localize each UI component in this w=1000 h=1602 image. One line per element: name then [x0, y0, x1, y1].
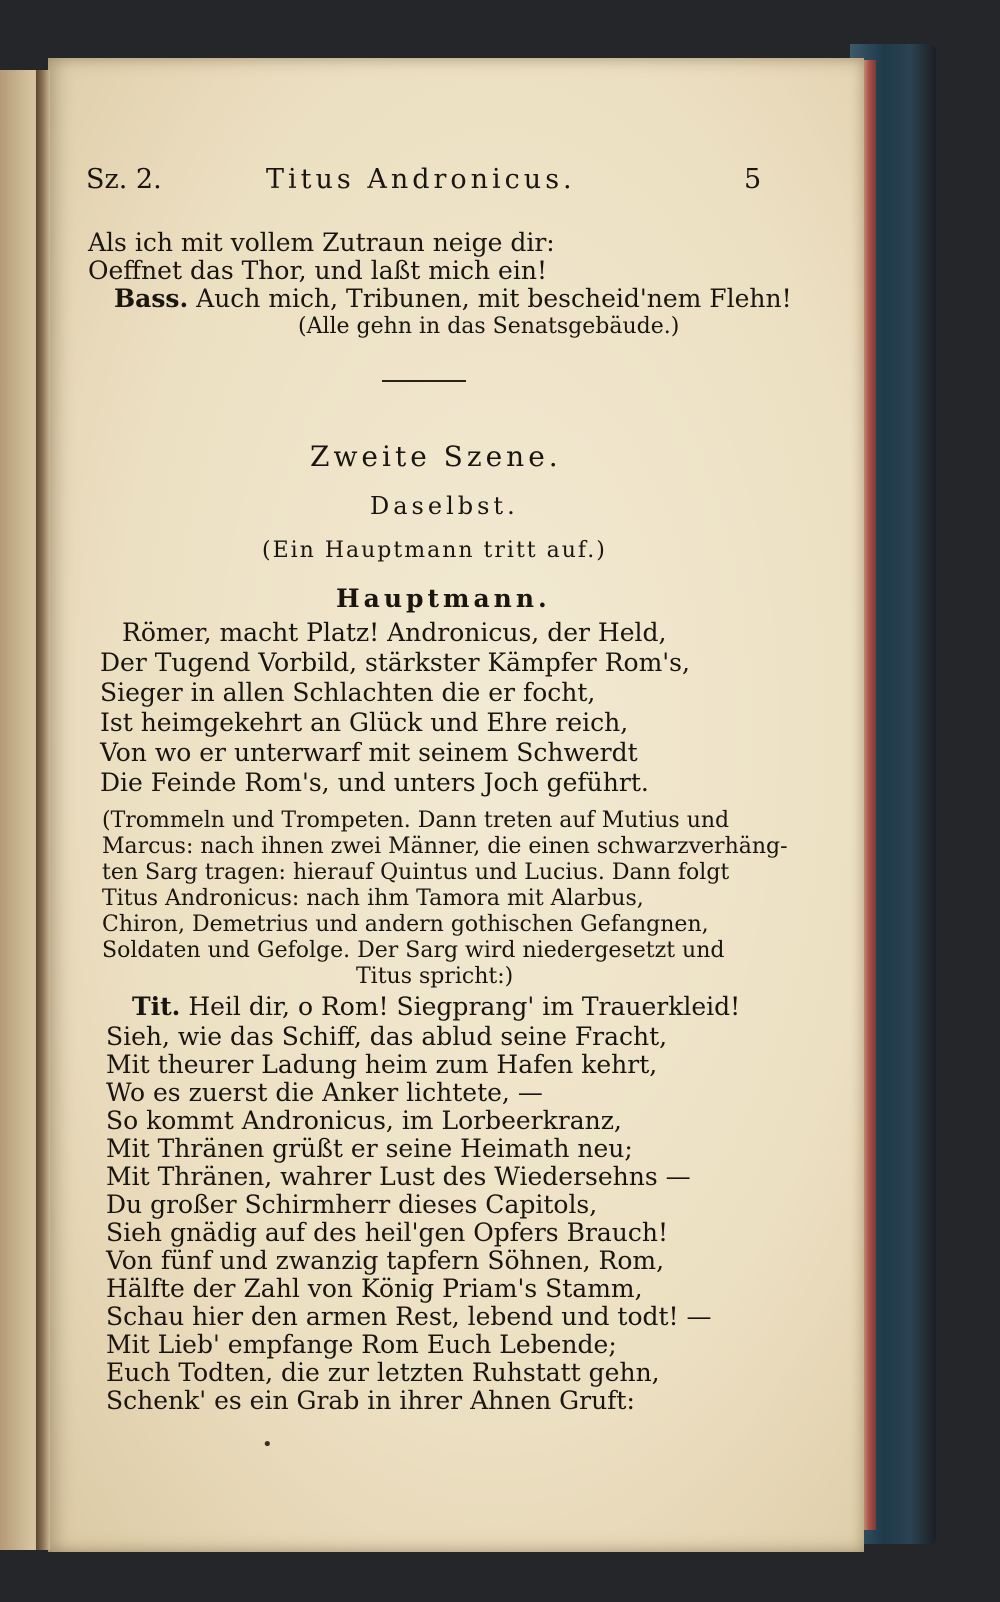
stage-exit: (Alle gehn in das Senatsgebäude.): [298, 314, 680, 339]
scene-reference: Sz. 2.: [86, 164, 162, 195]
speaker-titus: Tit.: [132, 992, 181, 1021]
verse-line: Du großer Schirmherr dieses Capitols,: [106, 1190, 598, 1219]
running-title: Titus Andronicus.: [266, 164, 576, 195]
verse-line: Sieh gnädig auf des heil'gen Opfers Brauch!: [106, 1218, 669, 1247]
verse-line: Oeffnet das Thor, und laßt mich ein!: [88, 256, 547, 285]
speaker-hauptmann: Hauptmann.: [336, 584, 551, 613]
verse-line-bass: [114, 284, 792, 313]
verse-line: Mit theurer Ladung heim zum Hafen kehrt,: [106, 1050, 658, 1079]
speaker-bass: Bass.: [114, 284, 189, 313]
verse-line-titus: [132, 992, 740, 1021]
stage-direction-line: Chiron, Demetrius und andern gothischen Gefangnen,: [102, 912, 709, 937]
verse-line: Euch Todten, die zur letzten Ruhstatt gehn,: [106, 1358, 660, 1387]
titus-first-line: Heil dir, o Rom! Siegprang' im Trauerkleid!: [188, 992, 741, 1021]
book-gutter: [36, 70, 50, 1550]
verse-line: Sieh, wie das Schiff, das ablud seine Fracht,: [106, 1022, 668, 1051]
ink-mark: •: [262, 1434, 273, 1455]
stage-direction-line: Titus spricht:): [356, 964, 514, 989]
verse-line: Schenk' es ein Grab in ihrer Ahnen Gruft:: [106, 1386, 635, 1415]
verse-line: Die Feinde Rom's, und unters Joch geführt.: [100, 768, 649, 797]
stage-direction-line: Titus Andronicus: nach ihm Tamora mit Alarbus,: [102, 886, 644, 911]
verse-line: Der Tugend Vorbild, stärkster Kämpfer Rom's,: [100, 648, 690, 677]
scene-location: Daselbst.: [370, 492, 519, 520]
stage-direction-line: ten Sarg tragen: hierauf Quintus und Lucius. Dann folgt: [102, 860, 730, 885]
section-divider: [382, 380, 466, 382]
verse-line: Mit Thränen, wahrer Lust des Wiedersehns —: [106, 1162, 691, 1191]
verse-line: Römer, macht Platz! Andronicus, der Held,: [122, 618, 667, 647]
stage-direction-line: (Trommeln und Trompeten. Dann treten auf Mutius und: [102, 808, 730, 833]
verse-line: Wo es zuerst die Anker lichtete, —: [106, 1078, 543, 1107]
stage-direction-line: Soldaten und Gefolge. Der Sarg wird niedergesetzt und: [102, 938, 725, 963]
verse-line: Mit Thränen grüßt er seine Heimath neu;: [106, 1134, 633, 1163]
verse-line: Hälfte der Zahl von König Priam's Stamm,: [106, 1274, 643, 1303]
page-number: 5: [744, 164, 762, 195]
page-edge-red: [862, 60, 876, 1530]
scene-title: Zweite Szene.: [310, 440, 562, 473]
bass-text: Auch mich, Tribunen, mit bescheid'nem Flehn!: [196, 284, 792, 313]
stage-entrance: (Ein Hauptmann tritt auf.): [262, 538, 607, 563]
verse-line: Von wo er unterwarf mit seinem Schwerdt: [100, 738, 638, 767]
verse-line: Von fünf und zwanzig tapfern Söhnen, Rom,: [106, 1246, 665, 1275]
verse-line: Sieger in allen Schlachten die er focht,: [100, 678, 596, 707]
verse-line: Als ich mit vollem Zutraun neige dir:: [88, 228, 555, 257]
verse-line: Schau hier den armen Rest, lebend und todt! —: [106, 1302, 712, 1331]
verse-line: Ist heimgekehrt an Glück und Ehre reich,: [100, 708, 629, 737]
stage-direction-line: Marcus: nach ihnen zwei Männer, die einen schwarzverhäng-: [102, 834, 788, 859]
verse-line: Mit Lieb' empfange Rom Euch Lebende;: [106, 1330, 617, 1359]
verse-line: So kommt Andronicus, im Lorbeerkranz,: [106, 1106, 622, 1135]
